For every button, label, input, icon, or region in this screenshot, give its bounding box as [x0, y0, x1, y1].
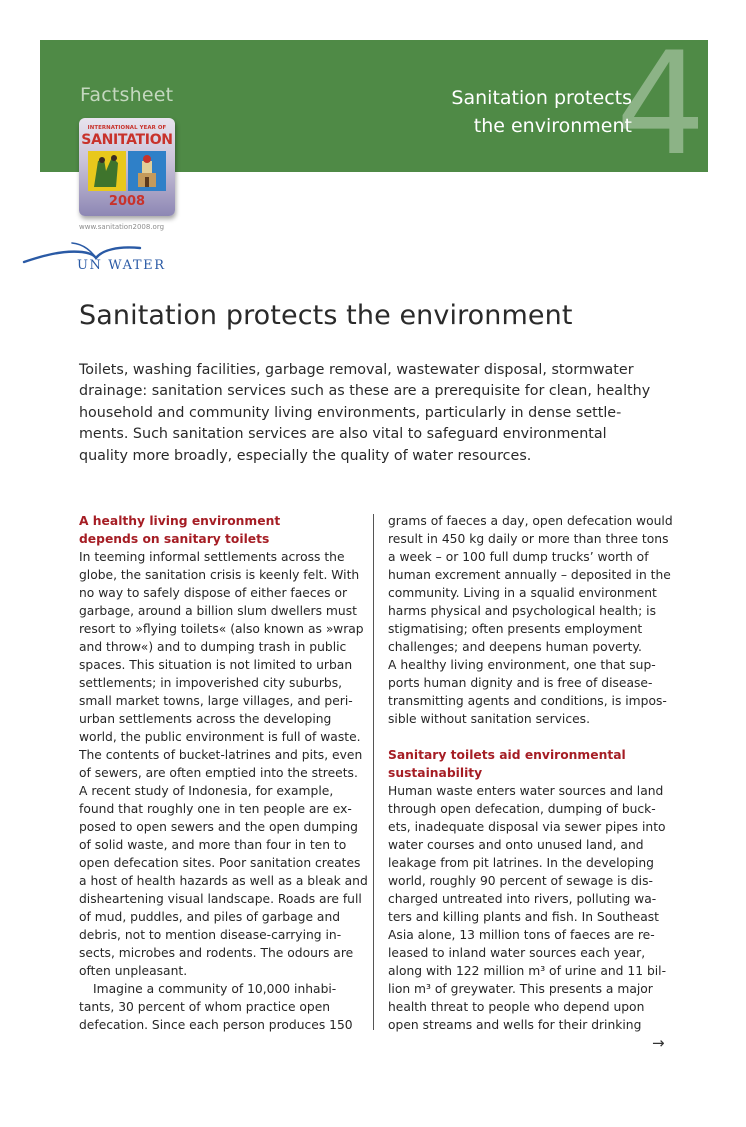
body-line: tants, 30 percent of whom practice open [79, 1000, 331, 1014]
logo-illustration-icon [88, 151, 166, 191]
section-heading: depends on sanitary toilets [79, 532, 270, 546]
body-line: of mud, puddles, and piles of garbage and [79, 910, 341, 924]
page-title: Sanitation protects the environment [79, 300, 573, 331]
body-line: posed to open sewers and the open dumping [79, 820, 358, 834]
body-line: health threat to people who depend upon [388, 1000, 645, 1014]
intro-line: Toilets, washing facilities, garbage removal, wastewater disposal, stormwater [79, 362, 634, 378]
body-line: globe, the sanitation crisis is keenly felt. With [79, 568, 360, 582]
body-line: and throw«) and to dumping trash in public [79, 640, 347, 654]
logo-year: 2008 [108, 194, 146, 209]
unwater-logo-text: UN WATER [77, 258, 166, 273]
banner-title [451, 84, 632, 140]
body-line: small market towns, large villages, and peri- [79, 694, 353, 708]
body-line: settlements; in impoverished city suburbs, [79, 676, 343, 690]
body-line: of sewers, are often emptied into the streets. [79, 766, 358, 780]
factsheet-label: Factsheet [80, 84, 174, 106]
body-line: transmitting agents and conditions, is impos- [388, 694, 667, 708]
body-line: A healthy living environment, one that sup- [388, 658, 656, 672]
banner-title-line: Sanitation protects [451, 87, 632, 109]
body-line: ets, inadequate disposal via sewer pipes into [388, 820, 666, 834]
body-line: Human waste enters water sources and land [388, 784, 664, 798]
right-column [388, 512, 673, 1034]
intro-line: household and community living environments, particularly in dense settle- [79, 404, 622, 421]
body-line: stigmatising; often presents employment [388, 622, 643, 636]
body-line: found that roughly one in ten people are ex- [79, 802, 352, 816]
body-line: charged untreated into rivers, polluting wa- [388, 892, 657, 906]
body-line: In teeming informal settlements across the [79, 550, 345, 564]
intro-line: ments. Such sanitation services are also vital to safeguard environmental [79, 426, 607, 443]
body-line: Imagine a community of 10,000 inhabi- [93, 982, 337, 996]
body-line: water courses and onto unused land, and [388, 838, 644, 852]
body-line: challenges; and deepens human poverty. [388, 640, 642, 654]
body-line: community. Living in a squalid environment [388, 586, 657, 600]
section-heading: Sanitary toilets aid environmental [388, 748, 626, 762]
arrow-right-icon[interactable]: → [652, 1034, 665, 1052]
body-line: ters and killing plants and fish. In Southeast [388, 910, 659, 924]
body-line: debris, not to mention disease-carrying in- [79, 928, 342, 942]
body-line: no way to safely dispose of either faeces or [79, 586, 348, 600]
logo-caption: INTERNATIONAL YEAR OF [87, 125, 167, 131]
body-line: disheartening visual landscape. Roads are full [79, 892, 362, 906]
body-line: human excrement annually – deposited in the [388, 568, 671, 582]
column-divider [373, 514, 374, 1030]
body-line: world, the public environment is full of waste. [79, 730, 361, 744]
banner-title-line: the environment [473, 115, 632, 137]
intro-line: quality more broadly, especially the quality of water resources. [79, 447, 532, 464]
body-line: of solid waste, and more than four in ten to [79, 838, 347, 852]
body-line: sects, microbes and rodents. The odours are [79, 946, 354, 960]
body-line: leakage from pit latrines. In the developing [388, 856, 654, 870]
body-line: urban settlements across the developing [79, 712, 332, 726]
body-line: defecation. Since each person produces 150 [79, 1018, 353, 1032]
body-line: often unpleasant. [79, 964, 188, 978]
intro-line: drainage: sanitation services such as these are a prerequisite for clean, healthy [79, 383, 651, 400]
body-line: garbage, around a billion slum dwellers must [79, 604, 357, 618]
body-line: open defecation sites. Poor sanitation creates [79, 856, 361, 870]
factsheet-number: 4 [615, 40, 704, 172]
body-line: a week – or 100 full dump trucks’ worth of [388, 550, 649, 564]
section-heading: A healthy living environment [79, 514, 281, 528]
body-line: harms physical and psychological health; is [388, 604, 656, 618]
intro-paragraph [79, 360, 659, 467]
paragraph-gap [388, 728, 673, 746]
body-line: spaces. This situation is not limited to urban [79, 658, 353, 672]
body-line: through open defecation, dumping of buck- [388, 802, 656, 816]
body-line: grams of faeces a day, open defecation would [388, 514, 673, 528]
body-line: A recent study of Indonesia, for example, [79, 784, 334, 798]
section-heading: sustainability [388, 766, 483, 780]
sanitation-2008-logo [79, 118, 175, 216]
body-line: sible without sanitation services. [388, 712, 590, 726]
logo-wordmark: SANITATION [81, 132, 173, 148]
body-line: Asia alone, 13 million tons of faeces are re- [388, 928, 655, 942]
body-line: world, roughly 90 percent of sewage is dis- [388, 874, 653, 888]
body-line: lion m³ of greywater. This presents a major [388, 982, 653, 996]
body-line: a host of health hazards as well as a bleak and [79, 874, 368, 888]
body-line: ports human dignity and is free of disease- [388, 676, 653, 690]
body-line: open streams and wells for their drinking [388, 1018, 642, 1032]
logo-url: www.sanitation2008.org [79, 223, 165, 231]
body-line: leased to inland water sources each year, [388, 946, 646, 960]
body-line: along with 122 million m³ of urine and 11 bil- [388, 964, 667, 978]
left-column [79, 512, 368, 1034]
body-line: result in 450 kg daily or more than three tons [388, 532, 669, 546]
body-line: resort to »flying toilets« (also known as »wrap [79, 622, 364, 636]
body-line: The contents of bucket-latrines and pits, even [79, 748, 363, 762]
